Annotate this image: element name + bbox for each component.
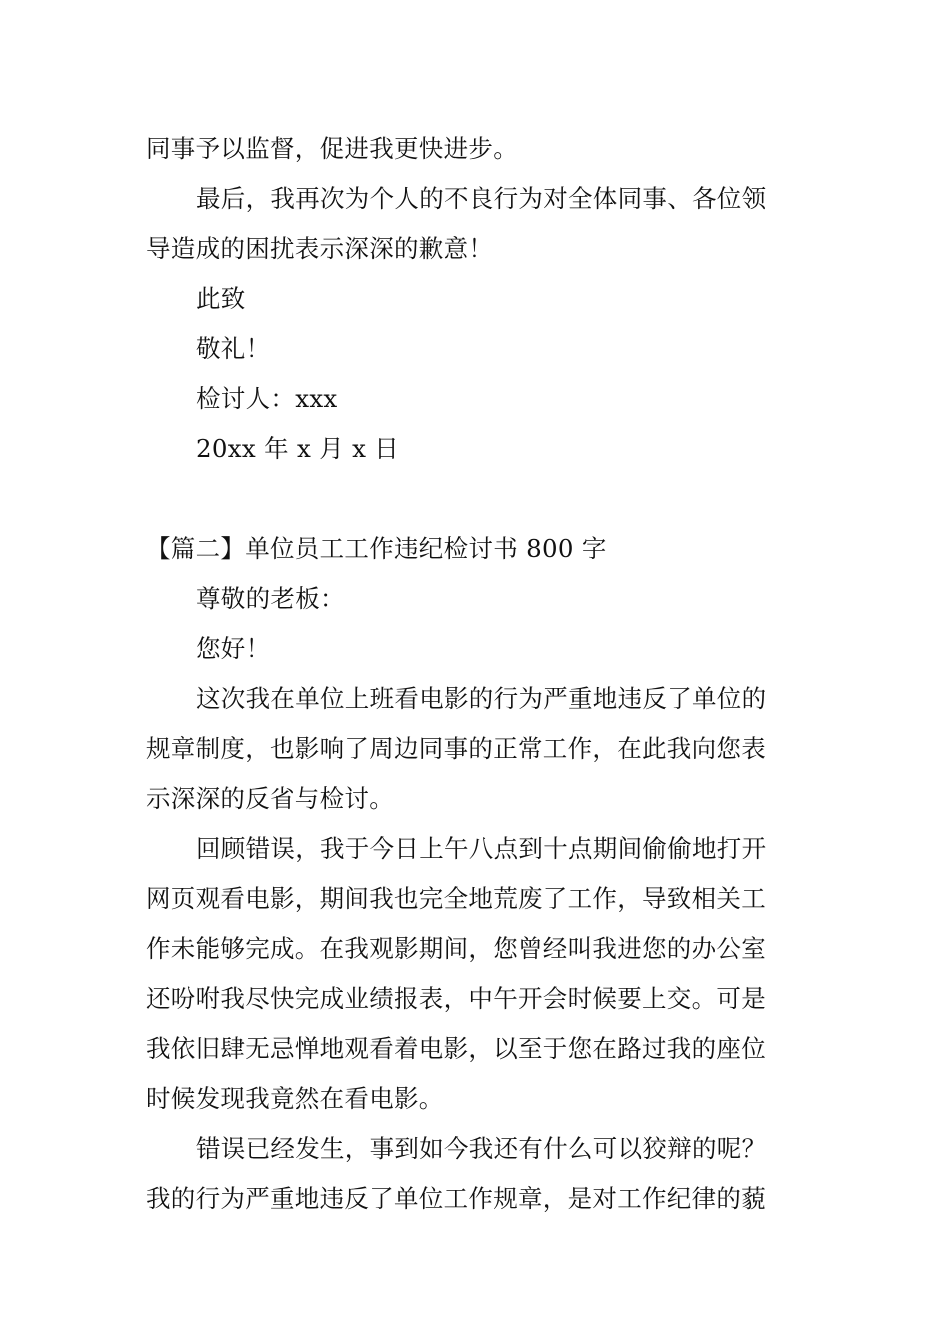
greeting-line: 您好！ bbox=[196, 634, 271, 663]
greeting-line: 尊敬的老板： bbox=[196, 584, 345, 613]
closing-salutation: 此致 bbox=[196, 284, 246, 313]
section-heading: 【篇二】单位员工工作违纪检讨书 800 字 bbox=[146, 534, 607, 563]
paragraph-line: 同事予以监督，促进我更快进步。 bbox=[146, 134, 518, 163]
paragraph-line: 错误已经发生，事到如今我还有什么可以狡辩的呢？ bbox=[196, 1134, 767, 1163]
paragraph-line: 我依旧肆无忌惮地观看着电影，以至于您在路过我的座位 bbox=[146, 1034, 766, 1063]
paragraph-line: 还吩咐我尽快完成业绩报表，中午开会时候要上交。可是 bbox=[146, 984, 766, 1013]
date-line: 20xx 年 x 月 x 日 bbox=[196, 434, 400, 463]
paragraph-line: 网页观看电影，期间我也完全地荒废了工作，导致相关工 bbox=[146, 884, 766, 913]
paragraph-line: 这次我在单位上班看电影的行为严重地违反了单位的 bbox=[196, 684, 767, 713]
paragraph-line: 最后，我再次为个人的不良行为对全体同事、各位领 bbox=[196, 184, 767, 213]
paragraph-line: 我的行为严重地违反了单位工作规章，是对工作纪律的藐 bbox=[146, 1184, 766, 1213]
paragraph-line: 作未能够完成。在我观影期间，您曾经叫我进您的办公室 bbox=[146, 934, 766, 963]
paragraph-line: 回顾错误，我于今日上午八点到十点期间偷偷地打开 bbox=[196, 834, 767, 863]
paragraph-line: 导造成的困扰表示深深的歉意！ bbox=[146, 234, 494, 263]
paragraph-line: 示深深的反省与检讨。 bbox=[146, 784, 394, 813]
document-page bbox=[146, 124, 811, 1224]
paragraph-line: 规章制度，也影响了周边同事的正常工作，在此我向您表 bbox=[146, 734, 766, 763]
paragraph-line: 时候发现我竟然在看电影。 bbox=[146, 1084, 444, 1113]
closing-regards: 敬礼！ bbox=[196, 334, 271, 363]
signature-line: 检讨人：xxx bbox=[196, 384, 338, 413]
